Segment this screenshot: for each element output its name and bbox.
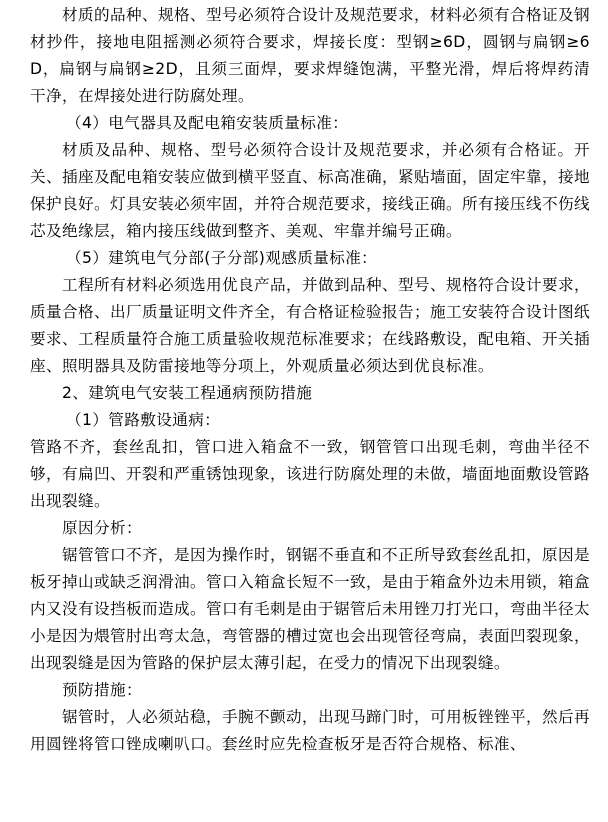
document-page: [30, 2, 590, 758]
paragraph-conduit-defects: 管路不齐，套丝乱扣，管口进入箱盒不一致，钢管管口出现毛刺，弯曲半径不够，有扁凹、开裂和严重锈蚀现象，该进行防腐处理的未做，墙面地面敷设管路出现裂缝。: [30, 438, 590, 510]
paragraph-prevention-measures: 锯管时，人必须站稳，手腕不颤动，出现马蹄门时，可用板锉锉平，然后再用圆锉将管口锉成喇叭口。套丝时应先检查板牙是否符合规格、标准、: [30, 708, 590, 753]
paragraph-material-requirements: 材质的品种、规格、型号必须符合设计及规范要求，材料必须有合格证及钢材抄件，接地电阻摇测必须符合要求，焊接长度：型钢≥6D，圆钢与扁钢≥6D，扁钢与扁钢≥2D，且须三面焊，要求焊缝饱满，平整光滑，焊后将焊药清干净，在焊接处进行防腐处理。: [30, 6, 590, 105]
paragraph-appliance-installation: 材质及品种、规格、型号必须符合设计及规范要求，并必须有合格证。开关、插座及配电箱安装应做到横平竖直、标高准确，紧贴墙面，固定牢靠，接地保护良好。灯具安装必须牢固，并符合规范要求，接线正确。所有接压线不伤线芯及绝缘层，箱内接压线做到整齐、美观、牢靠并编号正确。: [30, 141, 590, 240]
paragraph-visual-quality: 工程所有材料必须选用优良产品，并做到品种、型号、规格符合设计要求，质量合格、出厂质量证明文件齐全，有合格证检验报告；施工安装符合设计图纸要求、工程质量符合施工质量验收规范标准要求；在线路敷设，配电箱、开关插座、照明器具及防雷接地等分项上，外观质量必须达到优良标准。: [30, 276, 590, 375]
heading-cause-analysis: 原因分析：: [62, 519, 142, 537]
heading-common-defect-prevention: 2、建筑电气安装工程通病预防措施: [62, 384, 313, 402]
heading-visual-quality-standard: （5）建筑电气分部(子分部)观感质量标准：: [66, 249, 378, 267]
heading-electrical-appliance-standard: （4）电气器具及配电箱安装质量标准：: [66, 114, 349, 132]
heading-conduit-defects: （1）管路敷设通病：: [66, 411, 221, 429]
heading-prevention-measures: 预防措施：: [62, 681, 142, 699]
paragraph-cause-analysis: 锯管管口不齐，是因为操作时，钢锯不垂直和不正所导致套丝乱扣，原因是板牙掉山或缺乏润滑油。管口入箱盒长短不一致，是由于箱盒外边未用锁，箱盒内又没有设挡板而造成。管口有毛刺是由于锯管后未用锉刀打光口，弯曲半径太小是因为煨管肘出弯太急，弯管器的槽过宽也会出现管径弯扁，表面凹裂现象，出现裂缝是因为管路的保护层太薄引起，在受力的情况下出现裂缝。: [30, 546, 590, 672]
